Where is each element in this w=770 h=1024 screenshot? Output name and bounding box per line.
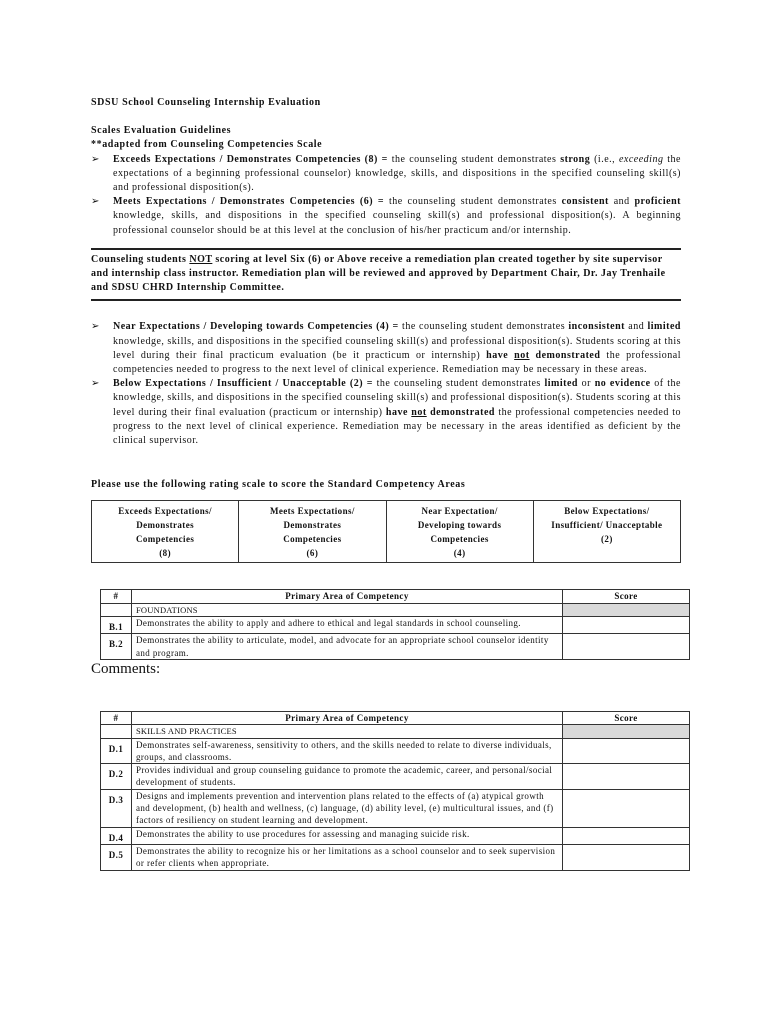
meets-text: the counseling student demonstrates: [384, 196, 562, 208]
score-input[interactable]: [563, 844, 690, 870]
rating-line: (4): [453, 548, 466, 559]
rating-cell-meets: [239, 501, 386, 563]
rating-line: Developing towards: [417, 520, 502, 531]
spacer: [91, 110, 681, 124]
meets-proficient: proficient: [634, 196, 681, 208]
table-row: [101, 844, 690, 870]
score-input[interactable]: [563, 827, 690, 844]
row-text: Demonstrates the ability to articulate, model, and advocate for an appropriate school counselor identity and program.: [132, 634, 563, 660]
near-bullet: [91, 320, 681, 377]
score-input[interactable]: [563, 617, 690, 634]
score-input[interactable]: [563, 634, 690, 660]
remediation-text: scoring at level Six (6) or Above receive a remediation plan created together by site supervisor and internship class instructor. Remediation plan will be reviewed and approved by Department Chair, Dr. Jay Trenhaile and SDSU CHRD Internship Committee.: [91, 253, 666, 294]
remediation-text: Counseling students: [91, 253, 190, 265]
exceeds-text: (i.e.,: [590, 153, 619, 165]
table-row: [101, 738, 690, 764]
below-not: not: [411, 406, 427, 418]
rating-line: Near Expectation/: [421, 506, 498, 517]
meets-bullet: [91, 195, 681, 238]
section-row: [101, 603, 690, 616]
remediation-not: NOT: [189, 253, 213, 265]
arrow-bullet-icon: ➢: [91, 153, 100, 165]
spacer: [91, 678, 681, 711]
near-inconsistent: inconsistent: [568, 321, 625, 333]
table-row: [101, 617, 690, 634]
below-have: have: [385, 406, 412, 418]
table-row: [101, 634, 690, 660]
exceeds-bullet: [91, 153, 681, 196]
rating-scale-table: [91, 500, 681, 563]
near-have: have: [486, 349, 515, 361]
score-shaded-cell: [563, 725, 690, 738]
section-row: [101, 725, 690, 738]
score-shaded-cell: [563, 603, 690, 616]
table-row: [101, 827, 690, 844]
below-limited: limited: [544, 378, 578, 390]
row-text: Demonstrates the ability to apply and adhere to ethical and legal standards in school counseling.: [132, 617, 563, 634]
near-limited: limited: [647, 321, 681, 333]
row-num: D.2: [101, 764, 132, 790]
rating-line: Demonstrates: [283, 520, 342, 531]
score-input[interactable]: [563, 738, 690, 764]
table-row: [101, 764, 690, 790]
section-num-cell: [101, 725, 132, 738]
row-num: B.2: [101, 634, 132, 660]
below-label: Below Expectations / Insufficient / Unacceptable (2) =: [113, 378, 373, 390]
near-text: and: [624, 321, 648, 333]
near-text: the counseling student demonstrates: [398, 321, 569, 333]
table-header-row: [101, 711, 690, 724]
below-text: of the knowledge, skills, and dispositions in the specified counseling skill(s) and professional disposition(s). Students scoring at this level during their final evaluation (practicum or internship): [113, 378, 681, 418]
rating-line: Meets Expectations/: [269, 506, 355, 517]
row-text: Demonstrates the ability to recognize his or her limitations as a school counselor and to seek supervision or refer clients when appropriate.: [132, 844, 563, 870]
document-page: [91, 96, 681, 871]
below-text: or: [578, 378, 595, 390]
spacer: [91, 448, 681, 478]
row-text: Designs and implements prevention and intervention plans related to the effects of (a) atypical growth and development, (b) health and wellness, (c) language, (d) ability level, (e) multicultural issues, and (f) factors of resiliency on student learning and development.: [132, 789, 563, 827]
rating-line: Insufficient/ Unacceptable: [551, 520, 663, 531]
table-row: [101, 789, 690, 827]
exceeds-text: the counseling student demonstrates: [387, 153, 561, 165]
guidelines-heading: Scales Evaluation Guidelines: [91, 125, 232, 137]
guidelines-adapted-note: **adapted from Counseling Competencies Scale: [91, 139, 323, 151]
rating-cell-near: [386, 501, 533, 563]
rating-line: (2): [601, 534, 613, 545]
below-text: the counseling student demonstrates: [372, 378, 545, 390]
section-title: SKILLS AND PRACTICES: [132, 725, 563, 738]
row-num: D.1: [101, 738, 132, 764]
table-header-row: [101, 590, 690, 603]
meets-label: Meets Expectations / Demonstrates Competencies (6) =: [113, 196, 385, 208]
meets-text: knowledge, skills, and dispositions in the specified counseling skill(s) and professional disposition(s). A beginning professional counselor should be at this level at the conclusion of his/her practicum and/or internship.: [113, 210, 681, 236]
rating-line: Below Expectations/: [564, 506, 650, 517]
near-text: the professional competencies needed to progress to the next level of clinical experience. Remediation may be necessary in these areas.: [113, 349, 682, 376]
rating-line: (6): [306, 548, 319, 559]
col-score-header: Score: [563, 711, 690, 724]
row-text: Demonstrates the ability to use procedures for assessing and managing suicide risk.: [132, 827, 563, 844]
skills-table: [100, 711, 690, 871]
spacer: [91, 563, 681, 589]
rating-cell-exceeds: [92, 501, 239, 563]
meets-consistent: consistent: [561, 196, 609, 208]
below-no-evidence: no evidence: [594, 378, 651, 390]
rating-line: Competencies: [430, 534, 489, 545]
below-demonstrated: demonstrated: [426, 406, 495, 418]
below-text: the professional competencies needed to progress to the next level of clinical experience. Remediation may be necessary in the areas identified as deficient by the clinical supervisor.: [113, 406, 682, 447]
col-num-header: #: [101, 590, 132, 603]
rating-line: Competencies: [283, 534, 342, 545]
meets-text: and: [608, 196, 635, 208]
exceeds-text: the expectations of a beginning professional counselor) knowledge, skills, and dispositions in the specified counseling skill(s) and professional disposition(s).: [113, 153, 681, 194]
near-label: Near Expectations / Developing towards Competencies (4) =: [113, 321, 399, 333]
spacer: [91, 301, 681, 320]
below-bullet: [91, 377, 681, 448]
rating-prompt: Please use the following rating scale to score the Standard Competency Areas: [91, 479, 466, 491]
col-score-header: Score: [563, 590, 690, 603]
remediation-notice: [91, 250, 681, 300]
col-area-header: Primary Area of Competency: [132, 711, 563, 724]
section-num-cell: [101, 603, 132, 616]
score-input[interactable]: [563, 764, 690, 790]
arrow-bullet-icon: ➢: [91, 378, 100, 390]
row-num: D.5: [101, 844, 132, 870]
rating-line: (8): [159, 548, 171, 559]
foundations-table: [100, 589, 690, 659]
near-demonstrated: demonstrated: [529, 349, 601, 361]
rating-scale-row: [92, 501, 681, 563]
col-num-header: #: [101, 711, 132, 724]
section-title: FOUNDATIONS: [132, 603, 563, 616]
arrow-bullet-icon: ➢: [91, 321, 100, 333]
near-text: knowledge, skills, and dispositions in the specified counseling skill(s) and professional disposition(s). Students scoring at this level during their final practicum evaluation (be it practicum or internship): [113, 335, 681, 361]
document-title: SDSU School Counseling Internship Evaluation: [91, 97, 321, 108]
row-text: Demonstrates self-awareness, sensitivity to others, and the skills needed to relate to diverse individuals, groups, and classrooms.: [132, 738, 563, 764]
rating-line: Demonstrates: [136, 520, 195, 531]
comments-label: Comments:: [91, 660, 161, 677]
exceeds-strong: strong: [560, 153, 591, 165]
arrow-bullet-icon: ➢: [91, 196, 100, 208]
exceeds-label: Exceeds Expectations / Demonstrates Competencies (8) =: [113, 153, 388, 165]
score-input[interactable]: [563, 789, 690, 827]
exceeds-italic: exceeding: [618, 153, 664, 165]
col-area-header: Primary Area of Competency: [132, 590, 563, 603]
near-not: not: [514, 349, 530, 361]
rating-line: Competencies: [135, 534, 195, 545]
row-num: D.3: [101, 789, 132, 827]
row-num: D.4: [101, 827, 132, 844]
row-num: B.1: [101, 617, 132, 634]
rating-line: Exceeds Expectations/: [118, 506, 212, 517]
rating-cell-below: [533, 501, 680, 563]
row-text: Provides individual and group counseling guidance to promote the academic, career, and personal/social development of students.: [132, 764, 563, 790]
